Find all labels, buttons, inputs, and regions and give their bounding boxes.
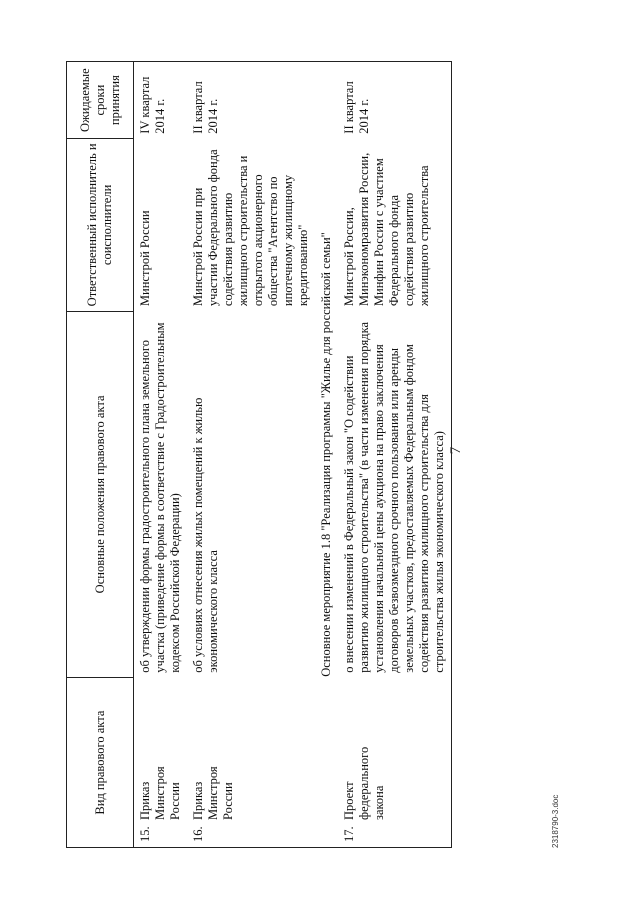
table-row	[134, 62, 188, 848]
section-title: Основное мероприятие 1.8 "Реализация программы "Жилье для российской семьи"	[315, 62, 338, 848]
table-row	[187, 62, 315, 848]
act-type: Проект федерального закона	[342, 746, 386, 820]
cell-deadline: II квартал 2014 г.	[338, 62, 452, 139]
table-row	[338, 62, 452, 848]
row-number: 15.	[138, 826, 152, 842]
cell-responsible: Минстрой России, Минэкономразвития России, Минфин России с участием Федерального фонда содействия развитию жилищного строительства	[338, 139, 452, 311]
act-type: Приказ Минстроя России	[191, 766, 235, 820]
cell-deadline: II квартал 2014 г.	[187, 62, 315, 139]
table-header-row	[67, 62, 134, 848]
cell-type	[338, 678, 452, 848]
cell-content: о внесении изменений в Федеральный закон "О содействии развитию жилищного строительства" (в части изменения порядка установления начальной цены аукциона на право заключения договоров безвозмездного срочного пользования или аренды земельных участков, предоставляемых Федеральным фондом содействия развитию жилищного строительства для строительства жилья экономического класса)	[338, 311, 452, 678]
cell-type	[187, 678, 315, 848]
rotated-page	[60, 53, 560, 848]
header-type: Вид правового акта	[67, 678, 134, 848]
row-number: 17.	[342, 826, 356, 842]
section-heading-row	[315, 62, 338, 848]
cell-deadline: IV квартал 2014 г.	[134, 62, 188, 139]
act-type: Приказ Минстроя России	[138, 766, 182, 820]
cell-content: об условиях отнесения жилых помещений к жилью экономического класса	[191, 397, 220, 673]
row-number: 16.	[191, 826, 205, 842]
page-number: 7	[448, 446, 464, 455]
cell-content: об утверждении формы градостроительного плана земельного участка (приведение формы в соответствие с Градостроительным кодексом Российской Федерации)	[138, 322, 182, 673]
header-deadline: Ожидаемые сроки принятия	[67, 62, 134, 139]
cell-type	[134, 678, 188, 848]
header-responsible: Ответственный исполнитель и соисполнители	[67, 139, 134, 311]
cell-responsible: Минстрой России	[138, 210, 152, 307]
legal-acts-table	[66, 61, 452, 848]
header-content: Основные положения правового акта	[67, 311, 134, 678]
cell-responsible: Минстрой России при участии Федерального фонда содействия развитию жилищного строительства и открытого акционерного общества "Агентство по ипотечному жилищному кредитованию"	[191, 149, 310, 307]
document-id: 2318790-3.doc	[551, 794, 560, 848]
